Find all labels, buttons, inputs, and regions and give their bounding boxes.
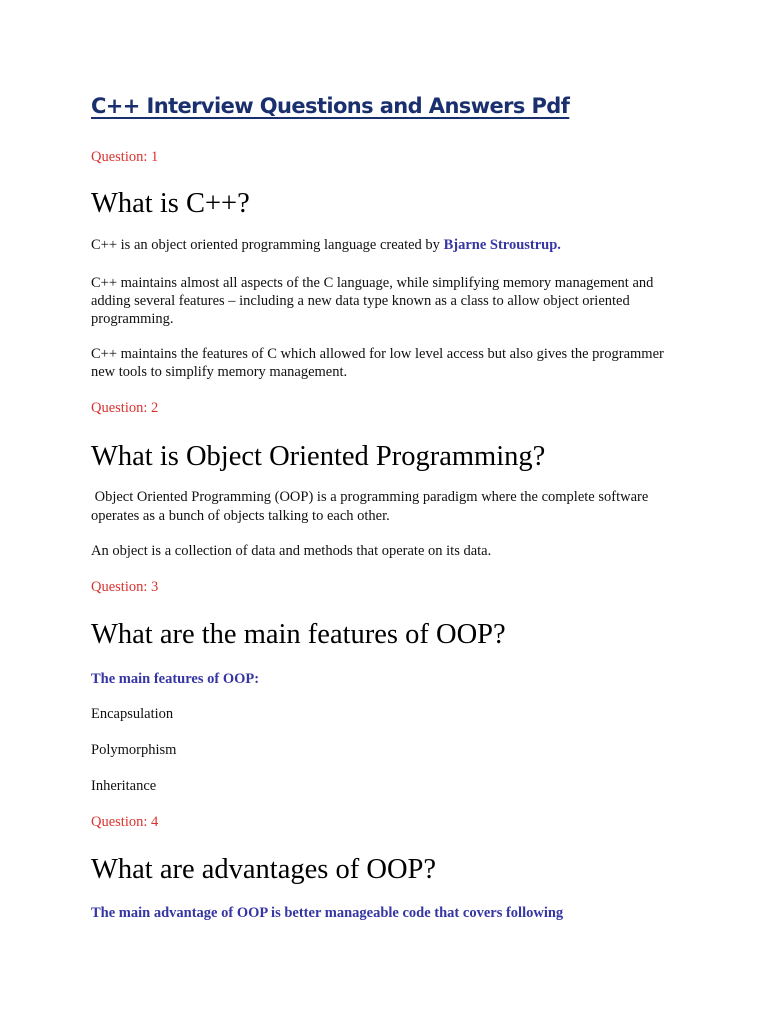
- answer-paragraph: Object Oriented Programming (OOP) is a programming paradigm where the complete software operates as a bunch of objects talking to each other.: [91, 489, 652, 524]
- question-label: Question: 2: [91, 400, 159, 416]
- feature-item: Inheritance: [91, 778, 157, 794]
- question-heading: What is C++?: [91, 188, 250, 219]
- question-heading: What are advantages of OOP?: [91, 854, 437, 885]
- question-heading: What are the main features of OOP?: [91, 619, 506, 650]
- answer-paragraph: C++ maintains the features of C which allowed for low level access but also gives the programmer new tools to simplify memory management.: [91, 346, 664, 380]
- feature-item: Encapsulation: [91, 706, 174, 722]
- feature-item: Polymorphism: [91, 742, 177, 758]
- answer-paragraph: An object is a collection of data and methods that operate on its data.: [91, 543, 492, 559]
- answer-paragraph: [91, 236, 691, 254]
- advantages-intro: The main advantage of OOP is better manageable code that covers following: [91, 905, 564, 921]
- answer-text: C++ is an object oriented programming language created by: [91, 237, 444, 253]
- question-label: Question: 1: [91, 149, 159, 165]
- question-label: Question: 4: [91, 814, 159, 830]
- question-label: Question: 3: [91, 579, 159, 595]
- features-intro: The main features of OOP:: [91, 671, 260, 687]
- author-name: Bjarne Stroustrup.: [443, 237, 561, 253]
- document-title: C++ Interview Questions and Answers Pdf: [91, 94, 570, 118]
- answer-paragraph: C++ maintains almost all aspects of the C language, while simplifying memory management and adding several features – including a new data type known as a class to allow object oriented programming.: [91, 275, 654, 327]
- question-heading: What is Object Oriented Programming?: [91, 441, 546, 472]
